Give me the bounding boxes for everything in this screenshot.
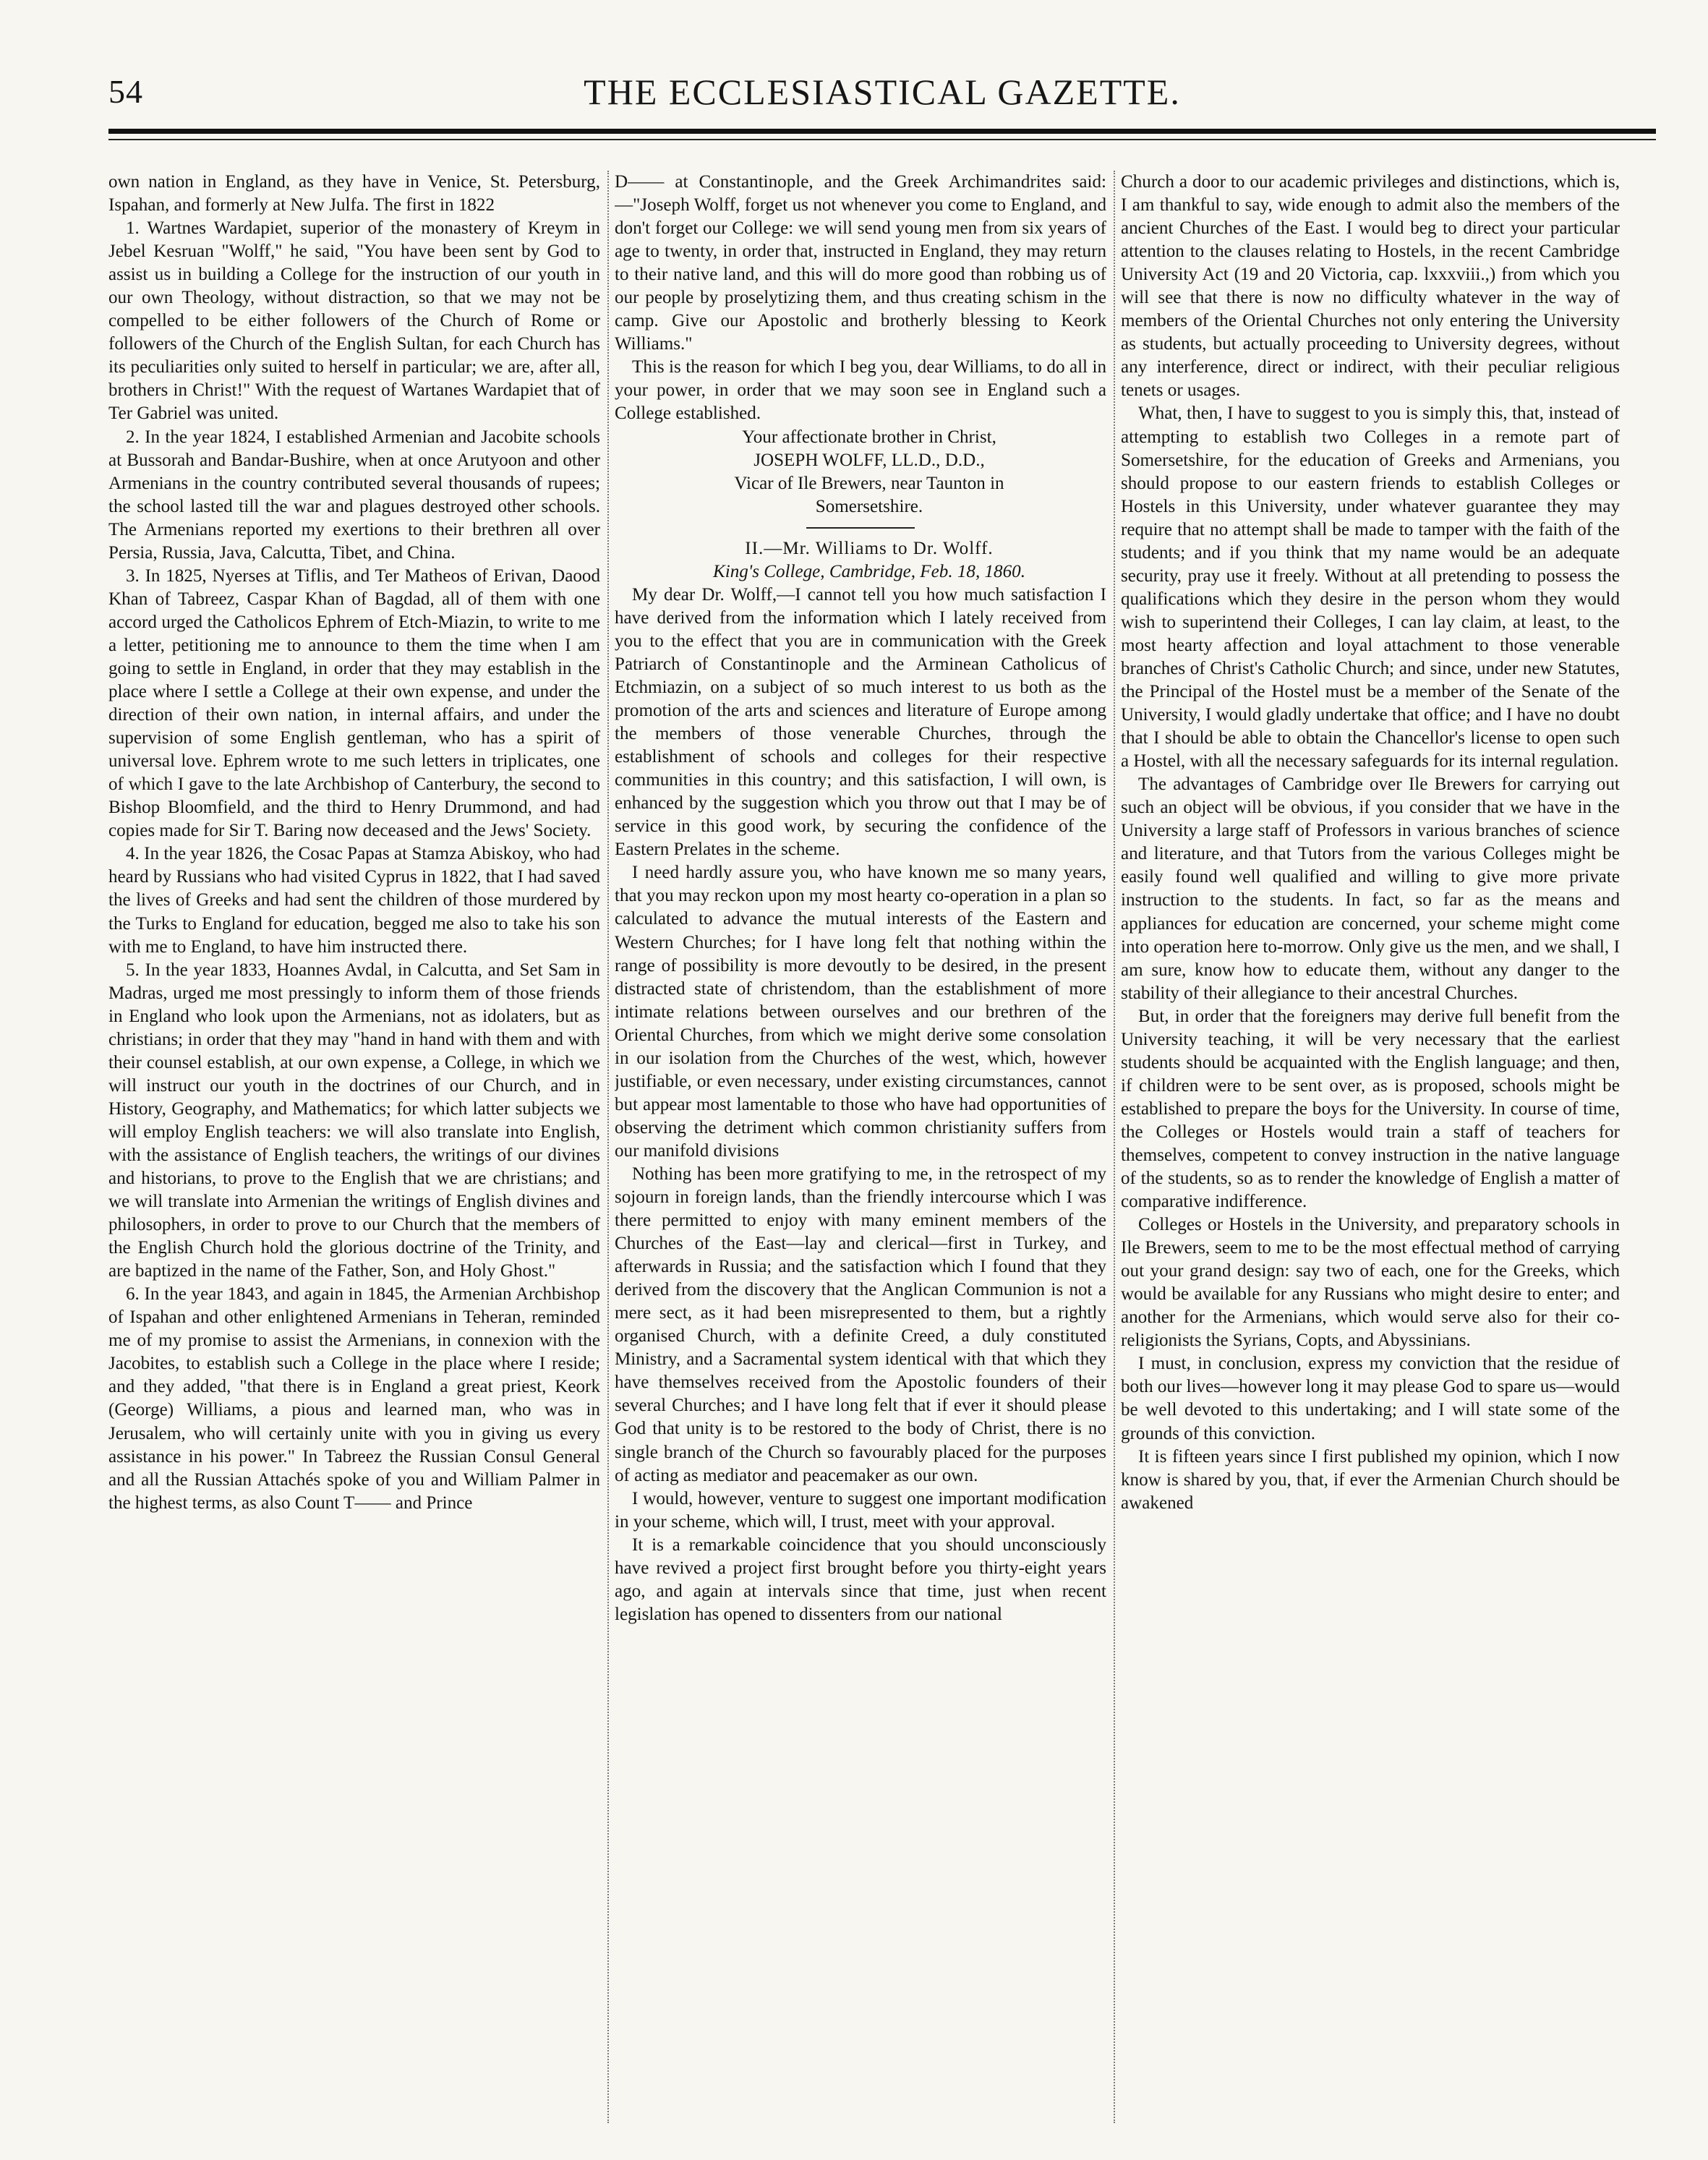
paragraph: 3. In 1825, Nyerses at Tiflis, and Ter Matheos of Erivan, Daood Khan of Tabreez, Caspar Khan of Bagdad, all of them with one accord urged the Catholicos Ephrem of Etch-Miazin, to write to me a letter, petitioning me to announce to them the time when I am going to settle in England, in order that they may establish in the place where I settle a College at their own expense, and under the direction of their own nation, in internal affairs, and under the supervision of some English gentleman, who has a spirit of universal love. Ephrem wrote to me such letters in triplicates, one of which I gave to the late Archbishop of Canterbury, the second to Bishop Bloomfield, and the third to Henry Drummond, and had copies made for Sir T. Baring now deceased and the Jews' Society. xyxy=(108,565,600,841)
section-divider xyxy=(806,527,915,529)
paragraph: Colleges or Hostels in the University, and preparatory schools in Ile Brewers, seem to me to be the most effectual method of carrying out your grand design: say two of each, one for the Greeks, which would be available for any Russians who might desire to enter; and another for the Armenians, which would serve also for their co-religionists the Syrians, Copts, and Abyssinians. xyxy=(1121,1215,1620,1351)
masthead-rule-thin xyxy=(108,139,1656,140)
letter-dateline: King's College, Cambridge, Feb. 18, 1860. xyxy=(713,561,1025,581)
paragraph: D—— at Constantinople, and the Greek Archimandrites said:—"Joseph Wolff, forget us not whenever you come to England, and don't forget our College: we will send young men from six years of age to twenty, in order that, instructed in England, they may return to their native land, and this will do more good than robbing us of our people by proselytizing them, and thus creating schism in the camp. Give our Apostolic and brotherly blessing to Keork Williams." xyxy=(615,172,1106,354)
column-divider xyxy=(1114,171,1115,2123)
paragraph: It is fifteen years since I first published my opinion, which I now know is shared by you, that, if ever the Armenian Church should be awakened xyxy=(1121,1446,1620,1513)
letter-closing: Your affectionate brother in Christ, xyxy=(742,427,996,447)
signature-place: Somersetshire. xyxy=(815,496,923,516)
page-number: 54 xyxy=(108,73,143,110)
text-column-1 xyxy=(108,171,600,2123)
signature-title: Vicar of Ile Brewers, near Taunton in xyxy=(734,473,1004,493)
newspaper-title: THE ECCLESIASTICAL GAZETTE. xyxy=(584,72,1181,112)
masthead xyxy=(108,67,1656,117)
paragraph: 1. Wartnes Wardapiet, superior of the monastery of Kreym in Jebel Kesruan "Wolff," he said, "You have been sent by God to assist us in building a College for the instruction of our youth in our own Theology, without distraction, so that we may not be compelled to be either followers of the Church of Rome or followers of the Church of the English Sultan, for each Church has its peculiarities only suited to herself in particular; we are, after all, brothers in Christ!" With the request of Wartanes Wardapiet that of Ter Gabriel was united. xyxy=(108,218,600,424)
text-column-2 xyxy=(615,171,1106,2123)
letter-signature: JOSEPH WOLFF, LL.D., D.D., xyxy=(753,450,985,470)
column-divider xyxy=(607,171,609,2123)
paragraph: 2. In the year 1824, I established Armenian and Jacobite schools at Bussorah and Bandar-Bushire, when at once Arutyoon and other Armenians in the country contributed several thousands of rupees; the school lasted till the war and plagues destroyed other schools. The Armenians reported my exertions to their brethren all over Persia, Russia, Java, Calcutta, Tibet, and China. xyxy=(108,427,600,563)
paragraph: What, then, I have to suggest to you is simply this, that, instead of attempting to establish two Colleges in a remote part of Somersetshire, for the education of Greeks and Armenians, you should propose to our eastern friends to establish Colleges or Hostels in this University, under whatever guarantee they may require that no attempt shall be made to tamper with the faith of the students; and if you think that my name would be an adequate security, pray use it freely. Without at all pretending to possess the qualifications which they desire in the person whom they would wish to superintend their Colleges, I can lay claim, at least, to the most hearty affection and loyal attachment to those venerable branches of Christ's Catholic Church; and since, under new Statutes, the Principal of the Hostel must be a member of the Senate of the University, I would gladly undertake that office; and I have no doubt that I should be able to obtain the Chancellor's license to open such a Hostel, with all the necessary safeguards for its internal regulation. xyxy=(1121,404,1620,772)
paragraph: I need hardly assure you, who have known me so many years, that you may reckon upon my most hearty co-operation in a plan so calculated to advance the mutual interests of the Eastern and Western Churches; for I have long felt that nothing within the range of possibility is more devoutly to be desired, in the present distracted state of christendom, than the establishment of more intimate relations between ourselves and our brethren of the Oriental Churches, from which we might derive some consolation in our isolation from the Churches of the west, which, however justifiable, or even necessary, under existing circumstances, cannot but appear most lamentable to those who have had opportunities of observing the detriment which common christianity suffers from our manifold divisions xyxy=(615,863,1106,1161)
paragraph: This is the reason for which I beg you, dear Williams, to do all in your power, in order that we may soon see in England such a College established. xyxy=(615,357,1106,424)
paragraph: 5. In the year 1833, Hoannes Avdal, in Calcutta, and Set Sam in Madras, urged me most pressingly to inform them of those friends in England who look upon the Armenians, not as idolaters, but as christians; in order that they may "hand in hand with them and with their counsel establish, at our own expense, a College, in which we will instruct our youth in the doctrines of our Church, and in History, Geography, and Mathematics; for which latter subjects we will employ English teachers: we will also translate into English, with the assistance of English teachers, the writings of our divines and historians, to prove to the English that we are christians; and we will translate into Armenian the writings of English divines and philosophers, in order to prove to our Church that the members of the English Church hold the glorious doctrine of the Trinity, and are baptized in the name of the Father, Son, and Holy Ghost." xyxy=(108,960,600,1281)
paragraph: 6. In the year 1843, and again in 1845, the Armenian Archbishop of Ispahan and other enlightened Armenians in Teheran, reminded me of my promise to assist the Armenians, in connexion with the Jacobites, to establish such a College in the place where I reside; and they added, "that there is in England a great priest, Keork (George) Williams, a pious and learned man, who was in Jerusalem, who will certainly unite with you in giving us every assistance in his power." In Tabreez the Russian Consul General and all the Russian Attachés spoke of you and William Palmer in the highest terms, as also Count T—— and Prince xyxy=(108,1284,600,1513)
paragraph: The advantages of Cambridge over Ile Brewers for carrying out such an object will be obvious, if you consider that we have in the University a large staff of Professors in various branches of science and literature, and that Tutors from the various Colleges might be easily found well qualified and willing to give more private instruction to the students. In fact, so far as the means and appliances for education are concerned, your scheme might come into operation here to-morrow. Only give us the men, and we shall, I am sure, know how to educate them, without any danger to the stability of their allegiance to their ancestral Churches. xyxy=(1121,774,1620,1003)
paragraph: Nothing has been more gratifying to me, in the retrospect of my sojourn in foreign lands, than the friendly intercourse which I was there permitted to enjoy with many eminent members of the Churches of the East—lay and clerical—first in Turkey, and afterwards in Russia; and the satisfaction which I found that they derived from the discovery that the Anglican Communion is not a mere sect, as it had been misrepresented to them, but a rightly organised Church, with a definite Creed, a duly constituted Ministry, and a Sacramental system identical with that which they have themselves received from the Apostolic founders of their several Churches; and I have long felt that if ever it should please God that unity is to be restored to the body of Christ, there is no single branch of the Church so favourably placed for the purposes of acting as mediator and peacemaker as our own. xyxy=(615,1164,1106,1485)
text-column-3 xyxy=(1121,171,1620,2123)
paragraph: It is a remarkable coincidence that you should unconsciously have revived a project first brought before you thirty-eight years ago, and again at intervals since that time, just when recent legislation has opened to dissenters from our national xyxy=(615,1534,1106,1624)
letter-heading: II.—Mr. Williams to Dr. Wolff. xyxy=(745,538,994,558)
paragraph: own nation in England, as they have in Venice, St. Petersburg, Ispahan, and formerly at New Julfa. The first in 1822 xyxy=(108,172,600,215)
paragraph: I must, in conclusion, express my conviction that the residue of both our lives—however long it may please God to spare us—would be well devoted to this undertaking; and I will state some of the grounds of this conviction. xyxy=(1121,1354,1620,1443)
masthead-rule-thick xyxy=(108,129,1656,134)
paragraph: But, in order that the foreigners may derive full benefit from the University teaching, it will be very necessary that the earliest students should be acquainted with the English language; and then, if children were to be sent over, as is proposed, schools might be established to prepare the boys for the University. In course of time, the Colleges or Hostels would train a staff of teachers for themselves, competent to convey instruction in the native language of the students, so as to render the knowledge of English a matter of comparative indifference. xyxy=(1121,1006,1620,1212)
paragraph: I would, however, venture to suggest one important modification in your scheme, which will, I trust, meet with your approval. xyxy=(615,1488,1106,1532)
paragraph: 4. In the year 1826, the Cosac Papas at Stamza Abiskoy, who had heard by Russians who had visited Cyprus in 1822, that I had saved the lives of Greeks and had sent the children of those murdered by the Turks to England for education, begged me also to take his son with me to England, to have him instructed there. xyxy=(108,844,600,957)
paragraph: Church a door to our academic privileges and distinctions, which is, I am thankful to say, wide enough to admit also the members of the ancient Churches of the East. I would beg to direct your particular attention to the clauses relating to Hostels, in the recent Cambridge University Act (19 and 20 Victoria, cap. lxxxviii.,) from which you will see that there is now no difficulty whatever in the way of members of the Oriental Churches not only entering the University as students, but actually proceeding to University degrees, without any interference, direct or indirect, with their peculiar religious tenets or usages. xyxy=(1121,172,1620,401)
paragraph: My dear Dr. Wolff,—I cannot tell you how much satisfaction I have derived from the information which I lately received from you to the effect that you are in communication with the Greek Patriarch of Constantinople and the Arminean Catholicus of Etchmiazin, on a subject of so much interest to us both as the promotion of the arts and sciences and literature of Europe among the members of those venerable Churches, through the establishment of schools and colleges for their respective communities in this country; and this satisfaction, I will own, is enhanced by the suggestion which you throw out that I may be of service in this good work, by securing the confidence of the Eastern Prelates in the scheme. xyxy=(615,584,1106,860)
